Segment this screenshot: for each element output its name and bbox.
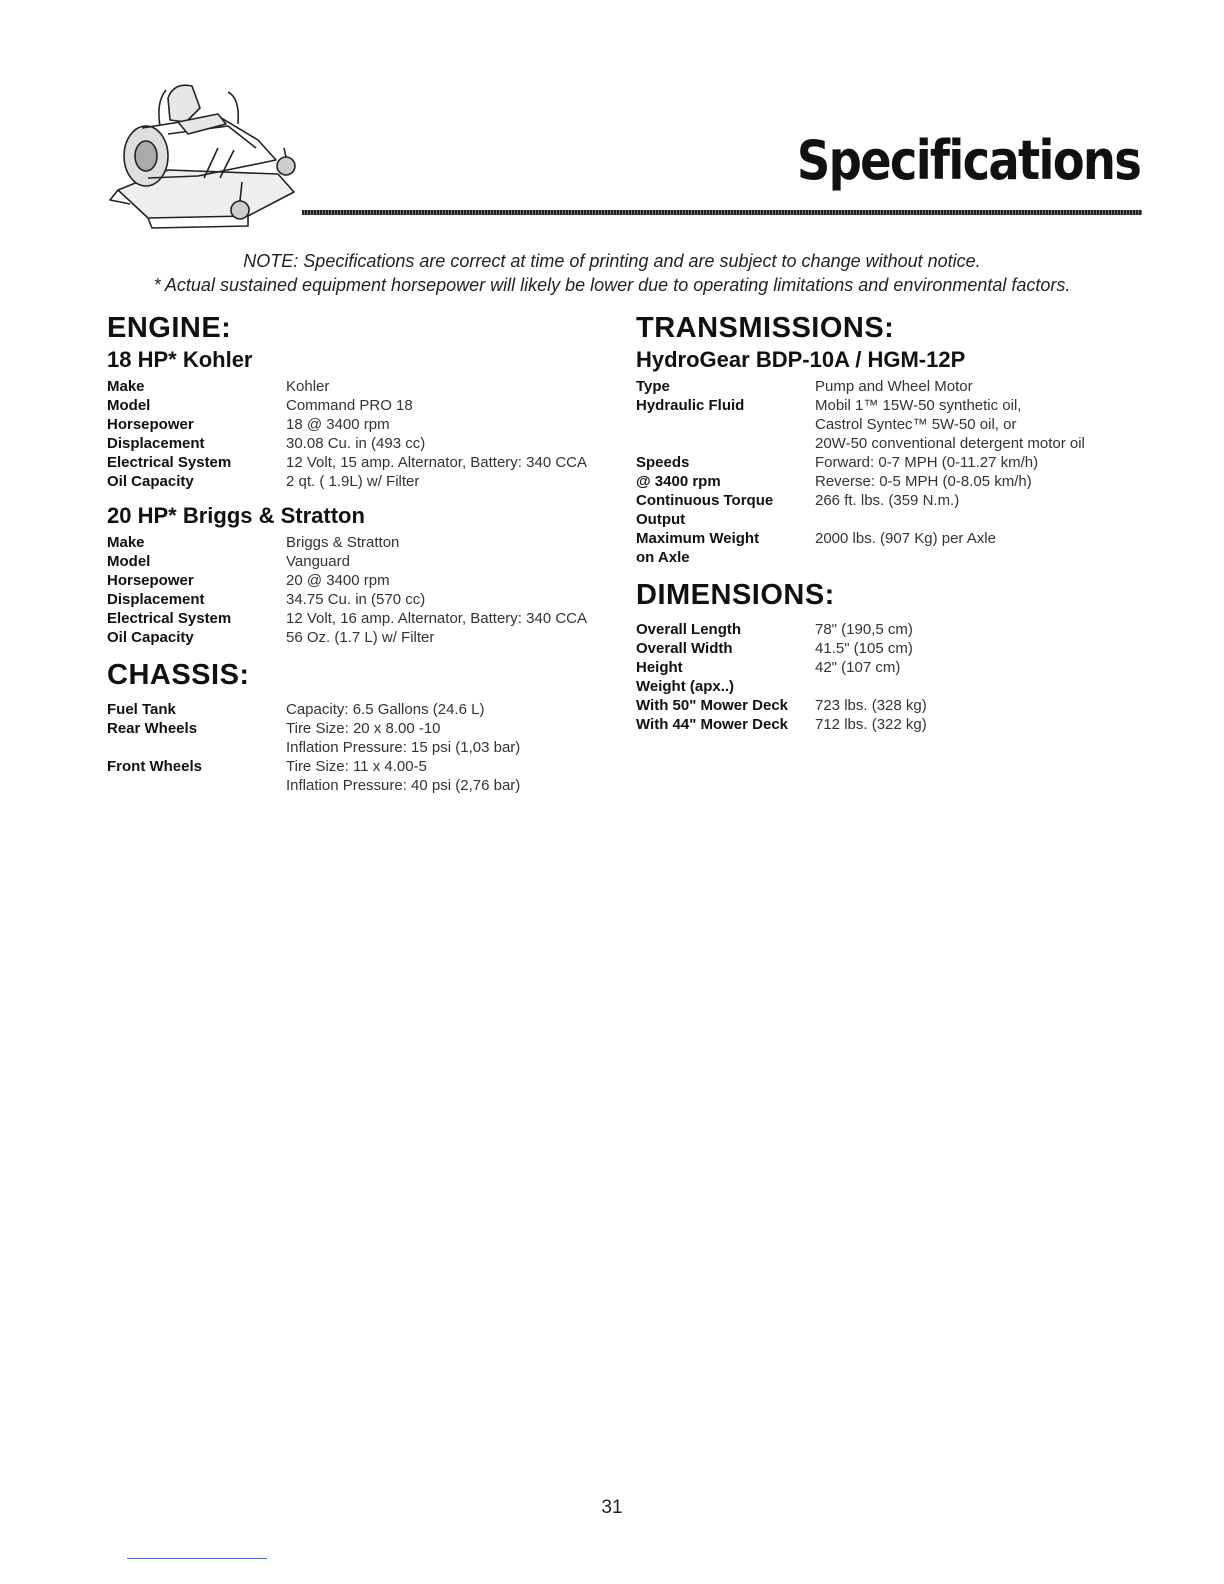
spec-value: Briggs & Stratton [286, 534, 400, 551]
table-row [107, 757, 520, 776]
spec-label: Make [107, 534, 145, 551]
table-row [636, 620, 927, 639]
spec-label [636, 415, 815, 434]
table-row [636, 491, 1085, 510]
spec-label [107, 776, 286, 795]
spec-label: Electrical System [107, 454, 232, 471]
table-row [107, 552, 587, 571]
spec-label: Speeds [636, 454, 690, 471]
spec-value: 2 qt. ( 1.9L) w/ Filter [286, 473, 420, 490]
table-row [636, 472, 1085, 491]
spec-value: 712 lbs. (322 kg) [815, 716, 927, 733]
spec-value: 18 @ 3400 rpm [286, 416, 390, 433]
spec-value: Forward: 0-7 MPH (0-11.27 km/h) [815, 454, 1039, 471]
spec-label: on Axle [636, 549, 690, 566]
spec-label: Fuel Tank [107, 701, 176, 718]
spec-value: Pump and Wheel Motor [815, 378, 973, 395]
spec-label: Height [636, 659, 683, 676]
right-column [636, 314, 1116, 734]
spec-value: 78" (190,5 cm) [815, 621, 913, 638]
dimensions-spec-table [636, 620, 927, 734]
spec-value: Castrol Syntec™ 5W-50 oil, or [815, 416, 1017, 433]
spec-label: Displacement [107, 435, 205, 452]
kohler-spec-table [107, 377, 587, 491]
spec-value: Inflation Pressure: 15 psi (1,03 bar) [286, 739, 521, 756]
spec-value: Vanguard [286, 553, 350, 570]
table-row [636, 510, 1085, 529]
spec-value [815, 548, 1085, 567]
table-row [107, 434, 587, 453]
table-row [107, 571, 587, 590]
spec-value: 2000 lbs. (907 Kg) per Axle [815, 530, 996, 547]
kohler-engine-title: 18 HP* Kohler [107, 347, 253, 372]
table-row [107, 472, 587, 491]
spec-value [815, 510, 1085, 529]
transmissions-heading: TRANSMISSIONS: [636, 312, 895, 344]
change-notice: NOTE: Specifications are correct at time of printing and are subject to change without notice. [243, 251, 981, 271]
spec-label: Displacement [107, 591, 205, 608]
table-row [636, 658, 927, 677]
spec-value: Inflation Pressure: 40 psi (2,76 bar) [286, 777, 521, 794]
hydrogear-title: HydroGear BDP-10A / HGM-12P [636, 347, 966, 372]
spec-value: Capacity: 6.5 Gallons (24.6 L) [286, 701, 485, 718]
spec-label: Oil Capacity [107, 629, 194, 646]
engine-heading: ENGINE: [107, 312, 232, 344]
spec-label: Model [107, 553, 151, 570]
spec-value: 12 Volt, 16 amp. Alternator, Battery: 340 CCA [286, 610, 588, 627]
table-row [636, 415, 1085, 434]
spec-label [636, 434, 815, 453]
notes-block [0, 249, 1224, 297]
page-number: 31 [601, 1497, 623, 1518]
spec-label: With 50" Mower Deck [636, 697, 789, 714]
spec-label: @ 3400 rpm [636, 473, 721, 490]
spec-value: 34.75 Cu. in (570 cc) [286, 591, 426, 608]
spec-label: Hydraulic Fluid [636, 397, 745, 414]
briggs-spec-table [107, 533, 587, 647]
title-divider [302, 210, 1142, 215]
spec-value: 20W-50 conventional detergent motor oil [815, 435, 1085, 452]
spec-label: Overall Width [636, 640, 733, 657]
spec-value: Mobil 1™ 15W-50 synthetic oil, [815, 397, 1022, 414]
table-row [107, 738, 520, 757]
spec-label [107, 738, 286, 757]
spec-label: Weight (apx..) [636, 678, 735, 695]
spec-label: Continuous Torque [636, 492, 774, 509]
spec-value: Command PRO 18 [286, 397, 413, 414]
table-row [107, 700, 520, 719]
table-row [636, 548, 1085, 567]
spec-label: Front Wheels [107, 758, 203, 775]
table-row [636, 377, 1085, 396]
spec-label: Overall Length [636, 621, 742, 638]
spec-value: 56 Oz. (1.7 L) w/ Filter [286, 629, 435, 646]
footer-divider [127, 1558, 267, 1559]
chassis-spec-table [107, 700, 520, 795]
spec-value: 30.08 Cu. in (493 cc) [286, 435, 426, 452]
table-row [107, 396, 587, 415]
table-row [636, 715, 927, 734]
spec-label: Horsepower [107, 572, 194, 589]
table-row [636, 529, 1085, 548]
spec-label: Type [636, 378, 670, 395]
horsepower-disclaimer: * Actual sustained equipment horsepower will likely be lower due to operating limitations and environmental factors. [153, 275, 1071, 295]
spec-value: Tire Size: 20 x 8.00 -10 [286, 720, 441, 737]
briggs-engine-title: 20 HP* Briggs & Stratton [107, 503, 365, 528]
spec-value: 12 Volt, 15 amp. Alternator, Battery: 340 CCA [286, 454, 588, 471]
spec-value: 41.5" (105 cm) [815, 640, 913, 657]
spec-label: Maximum Weight [636, 530, 760, 547]
left-column [107, 314, 607, 795]
spec-label: Oil Capacity [107, 473, 194, 490]
spec-label: Horsepower [107, 416, 194, 433]
spec-label: Model [107, 397, 151, 414]
spec-value: 723 lbs. (328 kg) [815, 697, 927, 714]
spec-label: Make [107, 378, 145, 395]
spec-value: 20 @ 3400 rpm [286, 572, 390, 589]
transmission-spec-table [636, 377, 1085, 567]
spec-value [815, 677, 927, 696]
table-row [107, 453, 587, 472]
spec-value: Kohler [286, 378, 330, 395]
spec-value: Reverse: 0-5 MPH (0-8.05 km/h) [815, 473, 1032, 490]
spec-value: 266 ft. lbs. (359 N.m.) [815, 492, 960, 509]
table-row [636, 434, 1085, 453]
spec-label: Rear Wheels [107, 720, 198, 737]
table-row [636, 396, 1085, 415]
table-row [107, 415, 587, 434]
spec-label: Electrical System [107, 610, 232, 627]
page-title: Specifications [796, 129, 1140, 192]
table-row [107, 628, 587, 647]
table-row [636, 696, 927, 715]
spec-value: 42" (107 cm) [815, 659, 901, 676]
table-row [107, 719, 520, 738]
spec-value: Tire Size: 11 x 4.00-5 [286, 758, 427, 775]
spec-label: With 44" Mower Deck [636, 716, 789, 733]
riding-mower-illustration [108, 78, 308, 238]
table-row [107, 377, 587, 396]
table-row [107, 776, 520, 795]
table-row [636, 639, 927, 658]
table-row [107, 609, 587, 628]
spec-label: Output [636, 511, 686, 528]
table-row [107, 533, 587, 552]
dimensions-heading: DIMENSIONS: [636, 579, 835, 611]
table-row [636, 677, 927, 696]
chassis-heading: CHASSIS: [107, 659, 250, 691]
table-row [107, 590, 587, 609]
table-row [636, 453, 1085, 472]
